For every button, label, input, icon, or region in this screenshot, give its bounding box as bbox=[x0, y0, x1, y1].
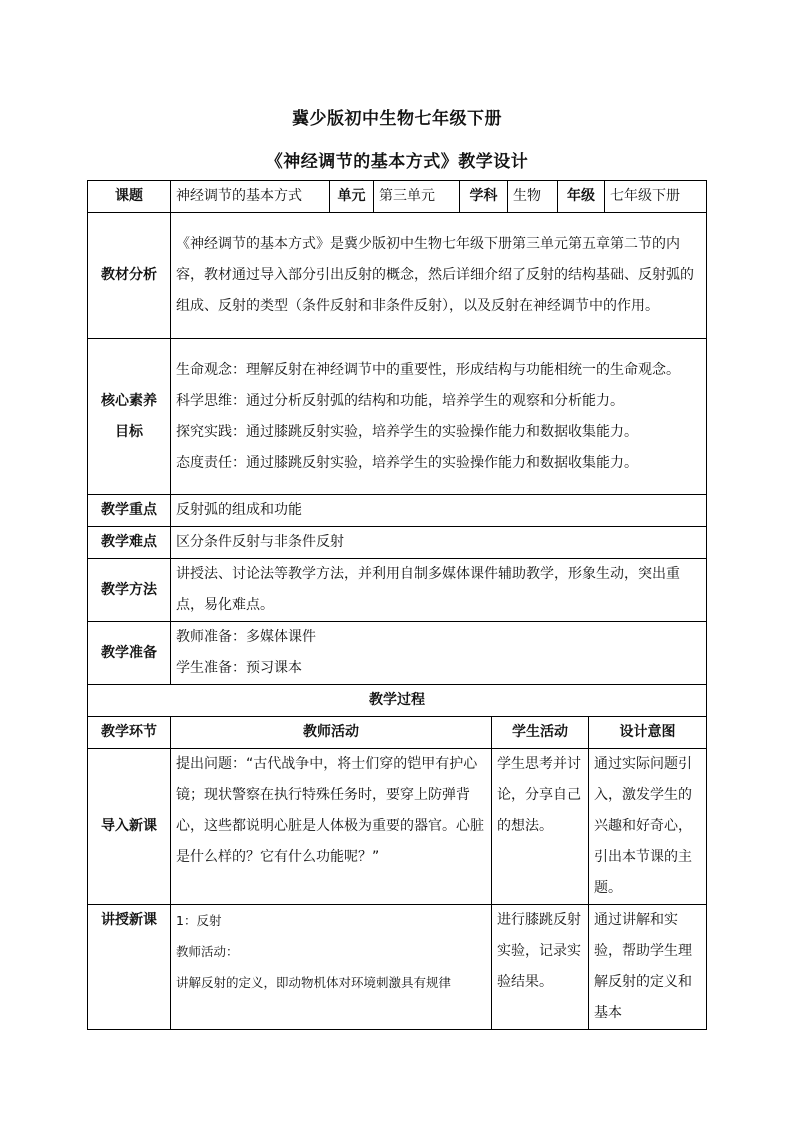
teacher-line: 1：反射 bbox=[176, 913, 222, 928]
key-point-row bbox=[88, 495, 707, 527]
goals-label bbox=[88, 339, 171, 495]
header-teacher: 教师活动 bbox=[171, 717, 492, 749]
document-subtitle: 《神经调节的基本方式》教学设计 bbox=[265, 152, 529, 172]
goals-text bbox=[171, 339, 707, 495]
header-student: 学生活动 bbox=[492, 717, 589, 749]
analysis-label: 教材分析 bbox=[88, 213, 171, 339]
goal-item: 态度责任：通过膝跳反射实验，培养学生的实验操作能力和数据收集能力。 bbox=[176, 454, 638, 471]
design-intent-intro: 通过实际问题引入，激发学生的兴趣和好奇心，引出本节课的主题。 bbox=[589, 749, 707, 905]
method-text: 讲授法、讨论法等教学方法，并利用自制多媒体课件辅助教学，形象生动，突出重点，易化难点。 bbox=[171, 559, 707, 622]
goal-item: 生命观念：理解反射在神经调节中的重要性，形成结构与功能相统一的生命观念。 bbox=[176, 361, 680, 378]
teacher-activity-intro: 提出问题：“古代战争中，将士们穿的铠甲有护心镜；现状警察在执行特殊任务时，要穿上防弹背心，这些都说明心脏是人体极为重要的器官。心脏是什么样的？它有什么功能呢？” bbox=[171, 749, 492, 905]
process-table bbox=[87, 684, 707, 1030]
subject-label: 学科 bbox=[460, 181, 508, 213]
info-row-topic bbox=[88, 181, 707, 213]
analysis-text: 《神经调节的基本方式》是冀少版初中生物七年级下册第三单元第五章第二节的内容，教材通过导入部分引出反射的概念，然后详细介绍了反射的结构基础、反射弧的组成、反射的类型（条件反射和非条件反射），以及反射在神经调节中的作用。 bbox=[171, 213, 707, 339]
goals-label-line1: 核心素养 bbox=[101, 392, 157, 409]
process-row-lecture bbox=[88, 905, 707, 1030]
difficulty-label: 教学难点 bbox=[88, 527, 171, 559]
design-intent-lecture: 通过讲解和实验，帮助学生理解反射的定义和基本 bbox=[589, 905, 707, 1030]
stage-intro: 导入新课 bbox=[88, 749, 171, 905]
method-row bbox=[88, 559, 707, 622]
process-title-row bbox=[88, 685, 707, 717]
grade-value: 七年级下册 bbox=[605, 181, 707, 213]
goals-row bbox=[88, 339, 707, 495]
teacher-line: 讲解反射的定义，即动物机体对环境刺激具有规律 bbox=[176, 975, 452, 990]
student-activity-intro: 学生思考并讨论，分享自己的想法。 bbox=[492, 749, 589, 905]
header-intent: 设计意图 bbox=[589, 717, 707, 749]
method-label: 教学方法 bbox=[88, 559, 171, 622]
document-title: 冀少版初中生物七年级下册 bbox=[292, 109, 502, 129]
unit-label: 单元 bbox=[330, 181, 374, 213]
difficulty-text: 区分条件反射与非条件反射 bbox=[171, 527, 707, 559]
analysis-row bbox=[88, 213, 707, 339]
process-title: 教学过程 bbox=[88, 685, 707, 717]
prep-teacher: 教师准备：多媒体课件 bbox=[176, 629, 316, 645]
subject-value: 生物 bbox=[508, 181, 558, 213]
difficulty-row bbox=[88, 527, 707, 559]
prep-row bbox=[88, 622, 707, 685]
process-header-row bbox=[88, 717, 707, 749]
header-stage: 教学环节 bbox=[88, 717, 171, 749]
teacher-activity-lecture bbox=[171, 905, 492, 1030]
stage-lecture: 讲授新课 bbox=[88, 905, 171, 1030]
goals-label-line2: 目标 bbox=[115, 423, 143, 440]
prep-student: 学生准备：预习课本 bbox=[176, 660, 302, 676]
key-point-label: 教学重点 bbox=[88, 495, 171, 527]
prep-label: 教学准备 bbox=[88, 622, 171, 685]
teacher-line: 教师活动： bbox=[176, 944, 239, 959]
grade-label: 年级 bbox=[558, 181, 605, 213]
info-table bbox=[87, 180, 707, 685]
unit-value: 第三单元 bbox=[374, 181, 460, 213]
prep-text bbox=[171, 622, 707, 685]
student-activity-lecture: 进行膝跳反射实验，记录实验结果。 bbox=[492, 905, 589, 1030]
goal-item: 探究实践：通过膝跳反射实验，培养学生的实验操作能力和数据收集能力。 bbox=[176, 423, 638, 440]
topic-label: 课题 bbox=[88, 181, 171, 213]
process-row-intro bbox=[88, 749, 707, 905]
topic-value: 神经调节的基本方式 bbox=[171, 181, 330, 213]
goal-item: 科学思维：通过分析反射弧的结构和功能，培养学生的观察和分析能力。 bbox=[176, 392, 624, 409]
key-point-text: 反射弧的组成和功能 bbox=[171, 495, 707, 527]
